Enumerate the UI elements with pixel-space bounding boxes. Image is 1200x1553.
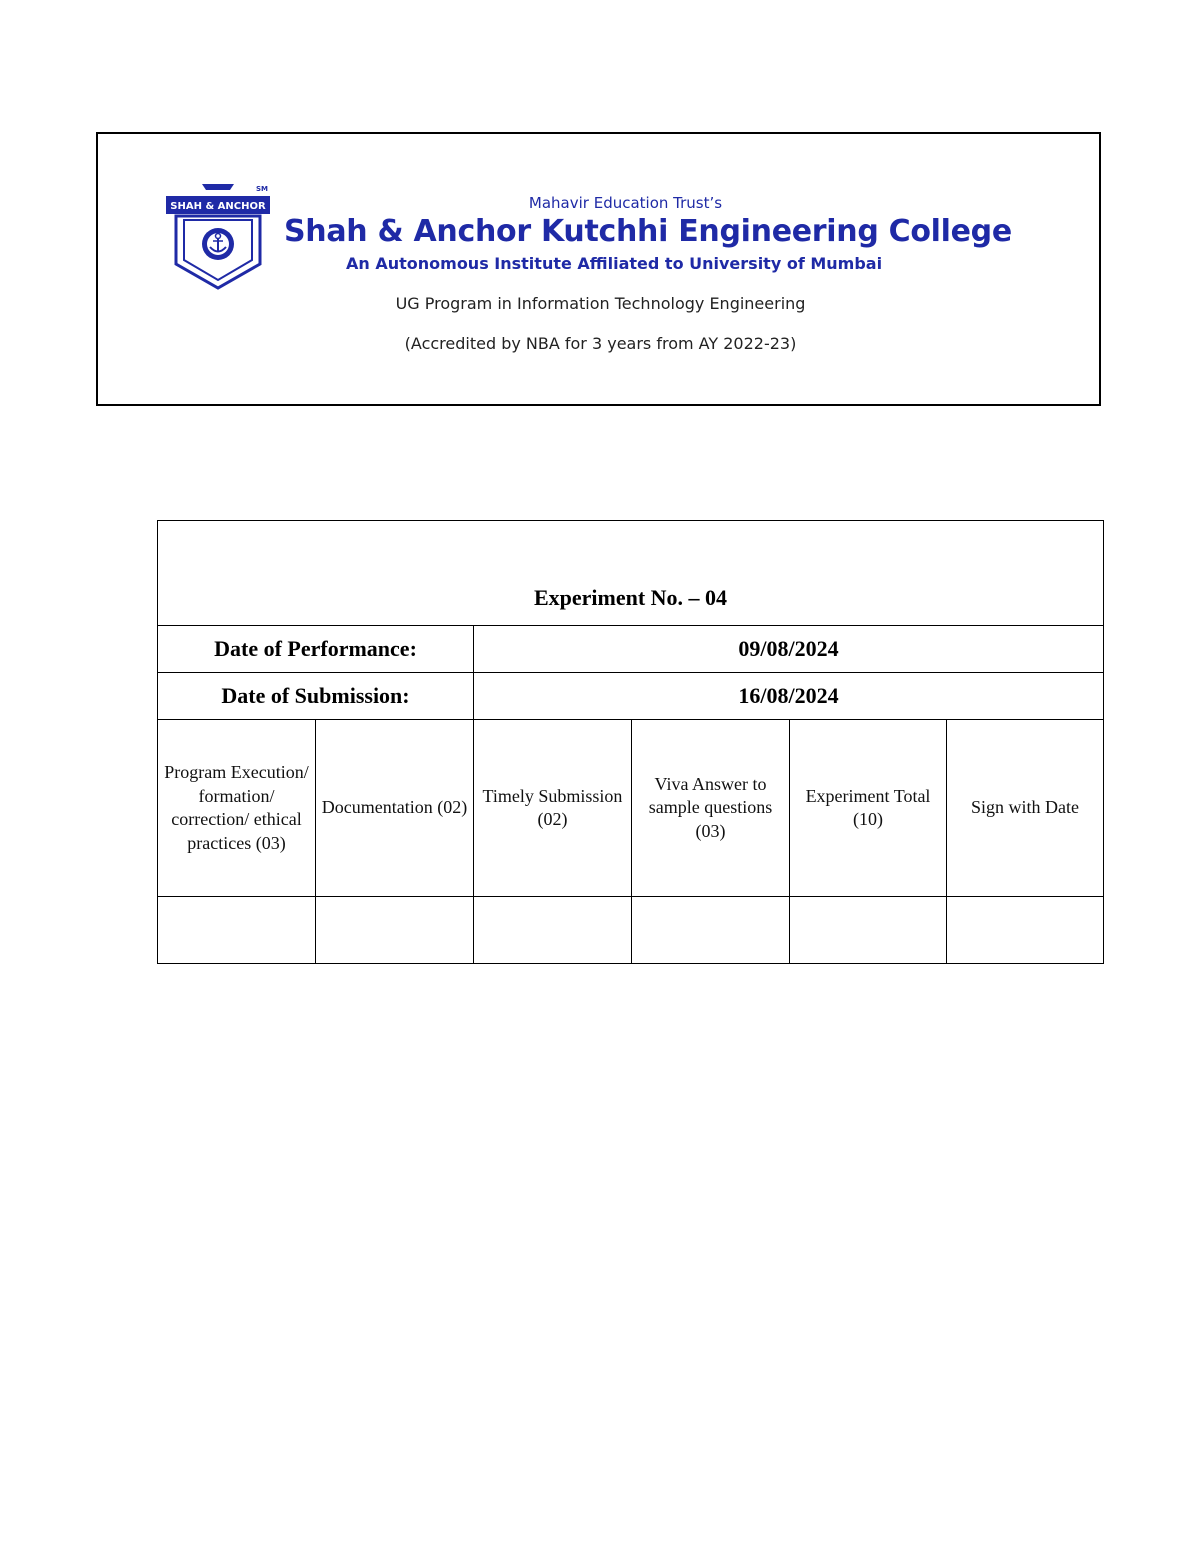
experiment-title: Experiment No. – 04: [158, 521, 1104, 626]
score-cell[interactable]: [158, 897, 316, 964]
performance-date: 09/08/2024: [474, 626, 1104, 673]
criterion-sign-with-date: Sign with Date: [947, 720, 1104, 897]
submission-date: 16/08/2024: [474, 673, 1104, 720]
criterion-viva: Viva Answer to sample questions (03): [632, 720, 790, 897]
score-cell[interactable]: [316, 897, 474, 964]
trust-name: Mahavir Education Trust’s: [528, 194, 723, 212]
criterion-experiment-total: Experiment Total (10): [790, 720, 947, 897]
experiment-table: [157, 520, 1104, 964]
accreditation-note: (Accredited by NBA for 3 years from AY 2022-23): [404, 334, 797, 353]
college-header: [96, 132, 1101, 406]
submission-label: Date of Submission:: [158, 673, 474, 720]
submission-row: [158, 673, 1104, 720]
criterion-program-execution: Program Execution/ formation/ correction/ ethical practices (03): [158, 720, 316, 897]
autonomous-note: An Autonomous Institute Affiliated to University of Mumbai: [346, 254, 883, 273]
score-cell[interactable]: [947, 897, 1104, 964]
college-name: Shah & Anchor Kutchhi Engineering College: [284, 214, 1012, 249]
performance-row: [158, 626, 1104, 673]
score-row: [158, 897, 1104, 964]
program-name: UG Program in Information Technology Engineering: [395, 294, 806, 313]
criterion-documentation: Documentation (02): [316, 720, 474, 897]
performance-label: Date of Performance:: [158, 626, 474, 673]
logo-text: SHAH & ANCHOR: [170, 201, 266, 212]
criterion-timely-submission: Timely Submission (02): [474, 720, 632, 897]
logo-mark: SM: [255, 185, 268, 193]
score-cell[interactable]: [790, 897, 947, 964]
score-cell[interactable]: [474, 897, 632, 964]
score-cell[interactable]: [632, 897, 790, 964]
criteria-row: [158, 720, 1104, 897]
